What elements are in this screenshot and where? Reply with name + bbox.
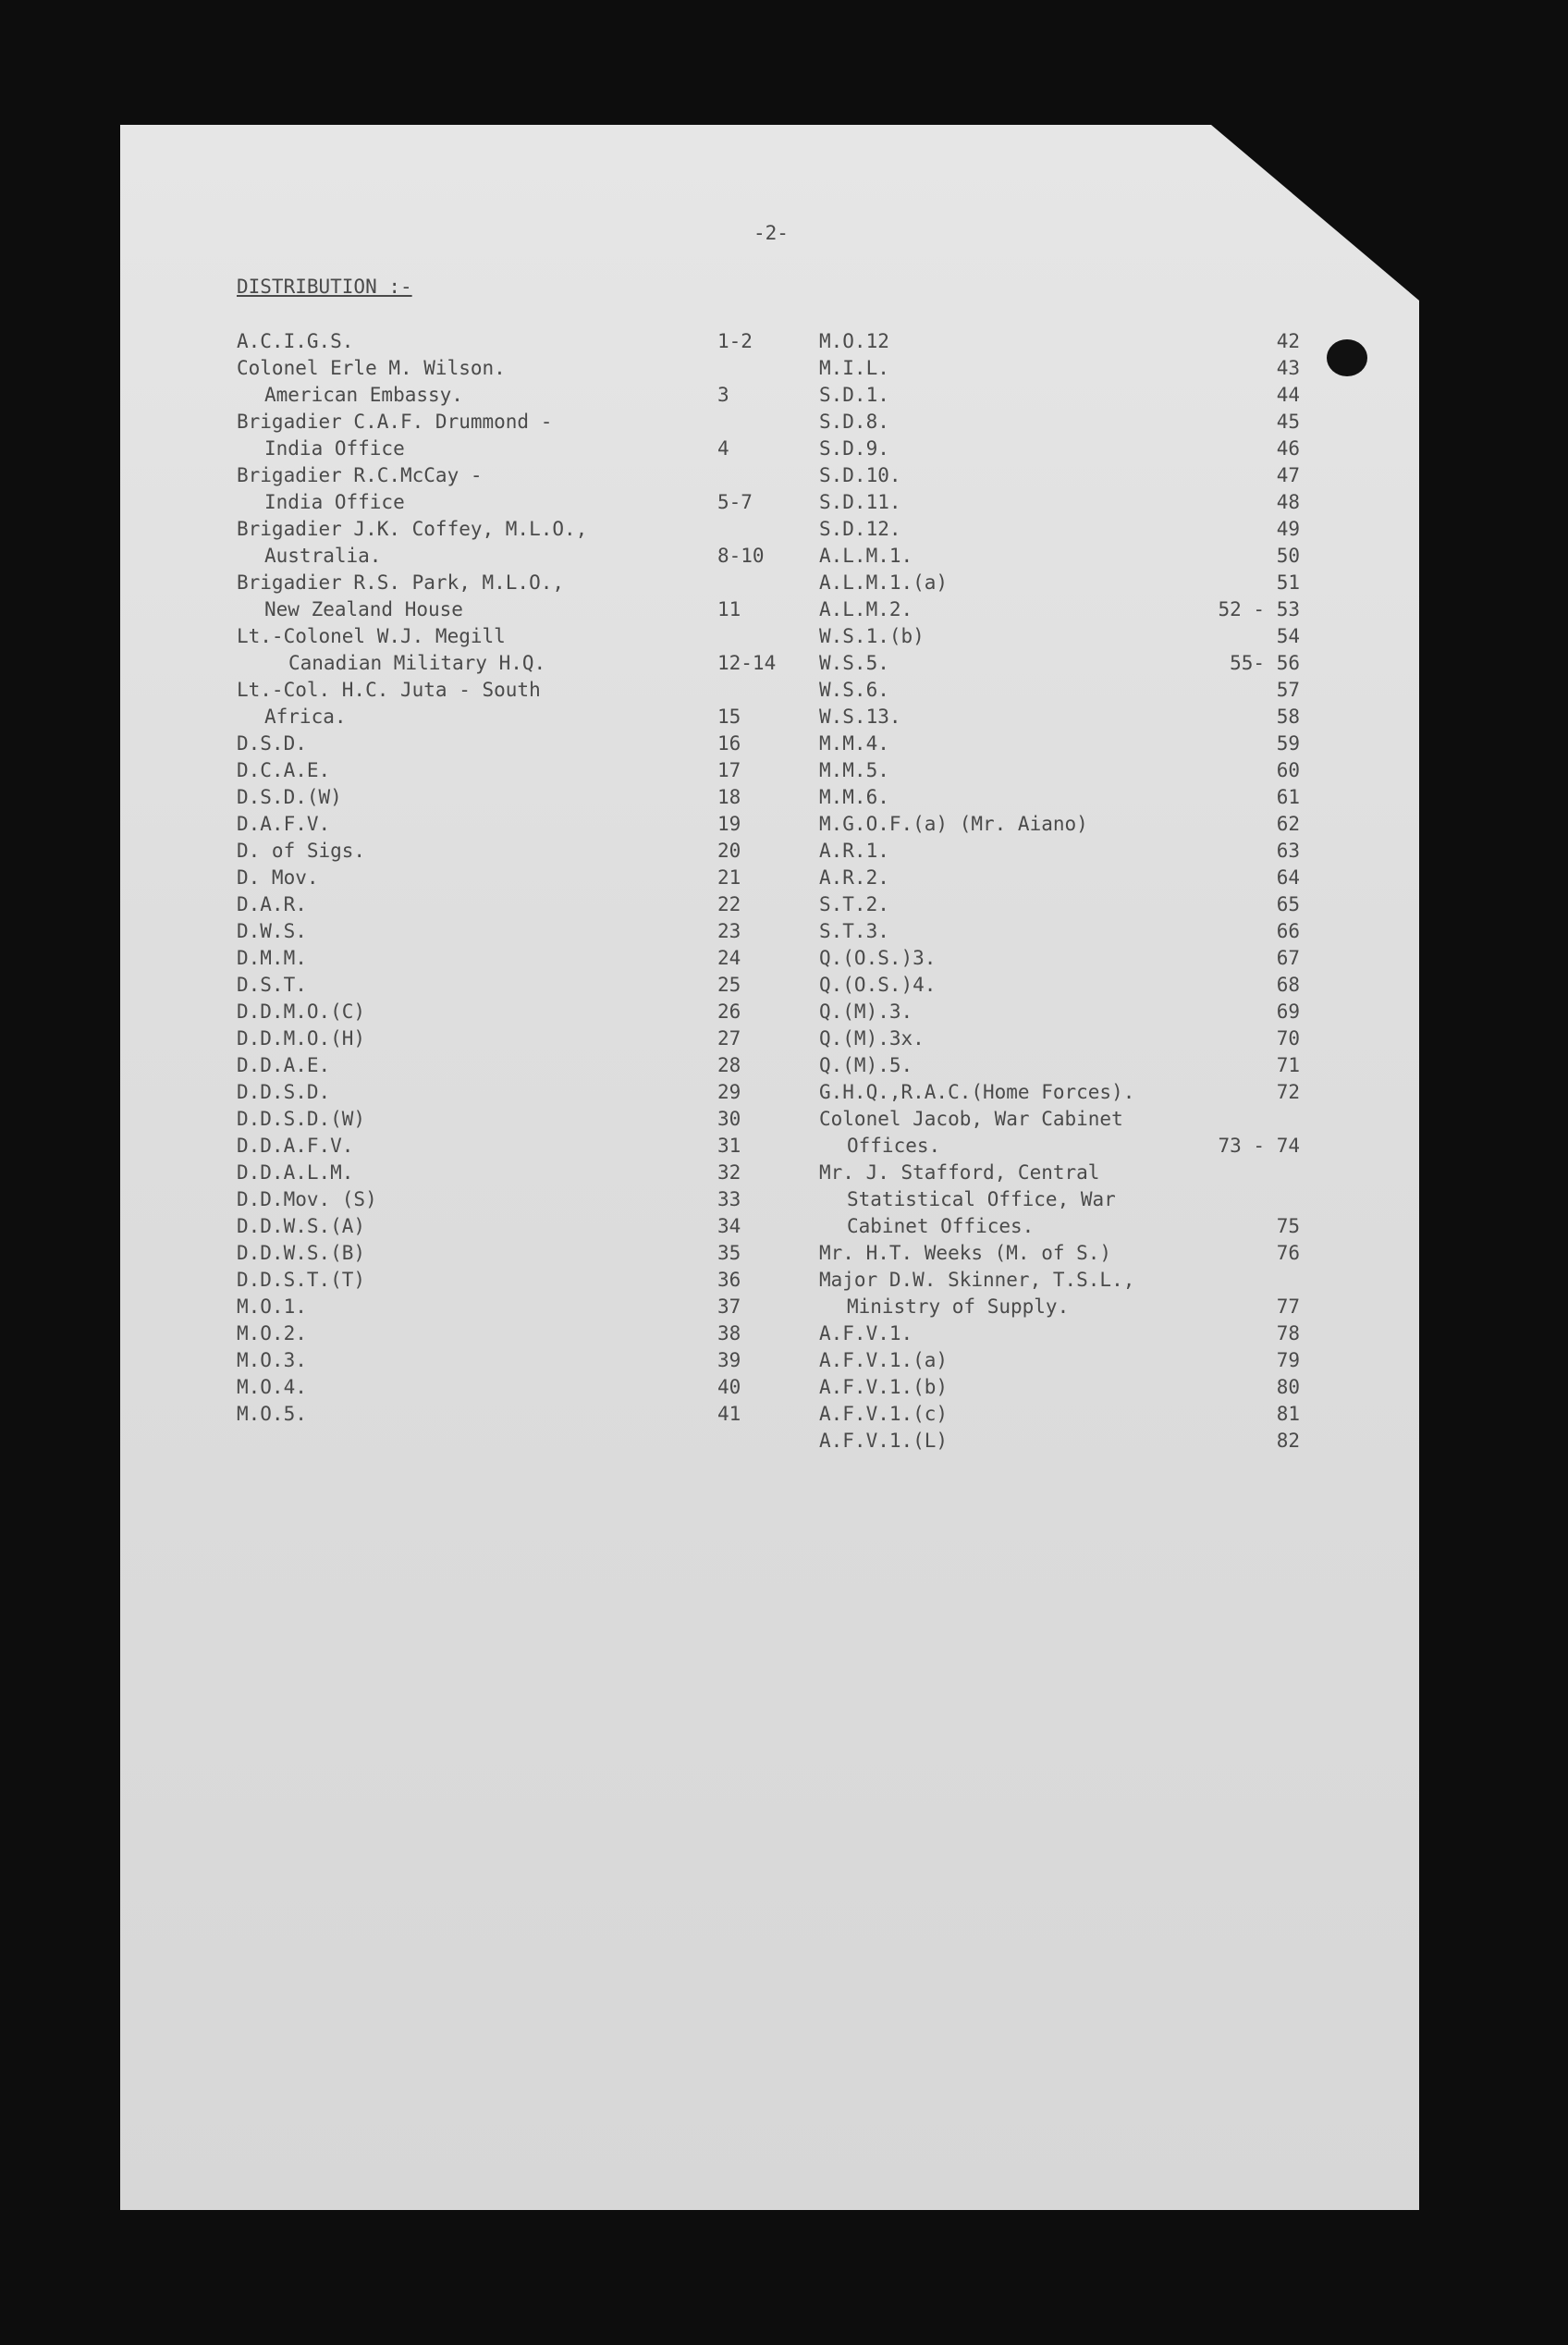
distribution-entry — [237, 570, 791, 596]
entry-recipient: S.D.12. — [819, 518, 901, 540]
entry-recipient: Colonel Jacob, War Cabinet — [819, 1108, 1123, 1130]
entry-recipient: S.D.1. — [819, 384, 889, 406]
distribution-entry — [819, 784, 1300, 811]
entry-recipient: Brigadier J.K. Coffey, M.L.O., — [237, 518, 588, 540]
entry-copy-number: 48 — [1276, 491, 1300, 513]
entry-recipient: M.O.4. — [237, 1376, 307, 1398]
entry-copy-number: 24 — [717, 947, 741, 969]
entry-copy-number: 49 — [1276, 518, 1300, 540]
entry-recipient: D.C.A.E. — [237, 759, 331, 781]
entry-copy-number: 67 — [1276, 947, 1300, 969]
distribution-entry — [237, 489, 791, 516]
distribution-entry — [819, 650, 1300, 677]
entry-recipient: India Office — [264, 491, 405, 513]
distribution-entry — [819, 999, 1300, 1025]
entry-recipient: D.D.A.F.V. — [237, 1135, 354, 1157]
distribution-entry — [819, 1267, 1300, 1294]
entry-copy-number: 21 — [717, 866, 741, 889]
entry-recipient: D. Mov. — [237, 866, 319, 889]
entry-copy-number: 20 — [717, 840, 741, 862]
distribution-entry — [819, 1186, 1300, 1213]
entry-copy-number: 76 — [1276, 1242, 1300, 1264]
entry-recipient: Major D.W. Skinner, T.S.L., — [819, 1269, 1135, 1291]
entry-recipient: W.S.5. — [819, 652, 889, 674]
entry-recipient: Statistical Office, War — [847, 1188, 1116, 1210]
entry-recipient: D.S.T. — [237, 974, 307, 996]
distribution-entry — [237, 1240, 791, 1267]
entry-copy-number: 75 — [1276, 1215, 1300, 1237]
entry-copy-number: 36 — [717, 1269, 741, 1291]
distribution-entry — [819, 677, 1300, 704]
distribution-entry — [819, 1213, 1300, 1240]
distribution-entry — [237, 865, 791, 891]
entry-recipient: Brigadier R.C.McCay - — [237, 464, 483, 486]
entry-copy-number: 47 — [1276, 464, 1300, 486]
entry-recipient: D.D.S.D. — [237, 1081, 331, 1103]
entry-recipient: D.D.Mov. (S) — [237, 1188, 377, 1210]
entry-recipient: D.D.S.T.(T) — [237, 1269, 366, 1291]
entry-recipient: M.O.1. — [237, 1295, 307, 1318]
entry-copy-number: 73 - 74 — [1218, 1135, 1300, 1157]
entry-copy-number: 25 — [717, 974, 741, 996]
distribution-entry — [819, 945, 1300, 972]
entry-copy-number: 78 — [1276, 1322, 1300, 1344]
entry-recipient: D.M.M. — [237, 947, 307, 969]
entry-recipient: New Zealand House — [264, 598, 463, 620]
entry-copy-number: 69 — [1276, 1001, 1300, 1023]
entry-recipient: A.C.I.G.S. — [237, 330, 354, 352]
distribution-entry — [237, 1160, 791, 1186]
entry-recipient: Ministry of Supply. — [847, 1295, 1070, 1318]
entry-copy-number: 5-7 — [717, 491, 753, 513]
entry-recipient: S.T.2. — [819, 893, 889, 915]
entry-copy-number: 79 — [1276, 1349, 1300, 1371]
entry-recipient: M.I.L. — [819, 357, 889, 379]
entry-copy-number: 3 — [717, 384, 729, 406]
distribution-entry — [819, 704, 1300, 731]
entry-copy-number: 1-2 — [717, 330, 753, 352]
entry-copy-number: 11 — [717, 598, 741, 620]
entry-copy-number: 29 — [717, 1081, 741, 1103]
entry-recipient: D.S.D.(W) — [237, 786, 342, 808]
entry-recipient: Q.(M).5. — [819, 1054, 913, 1076]
entry-copy-number: 38 — [717, 1322, 741, 1344]
entry-copy-number: 30 — [717, 1108, 741, 1130]
distribution-entry — [819, 596, 1300, 623]
page-number: -2- — [753, 222, 789, 244]
entry-copy-number: 72 — [1276, 1081, 1300, 1103]
entry-copy-number: 42 — [1276, 330, 1300, 352]
entry-recipient: S.D.8. — [819, 411, 889, 433]
entry-copy-number: 37 — [717, 1295, 741, 1318]
distribution-entry — [237, 1186, 791, 1213]
distribution-entry — [819, 409, 1300, 436]
distribution-entry — [237, 1320, 791, 1347]
entry-copy-number: 17 — [717, 759, 741, 781]
punch-hole — [1327, 339, 1367, 376]
distribution-entry — [819, 516, 1300, 543]
entry-recipient: A.R.2. — [819, 866, 889, 889]
entry-recipient: M.O.2. — [237, 1322, 307, 1344]
distribution-entry — [237, 999, 791, 1025]
entry-recipient: Mr. H.T. Weeks (M. of S.) — [819, 1242, 1112, 1264]
entry-recipient: Cabinet Offices. — [847, 1215, 1035, 1237]
distribution-entry — [237, 891, 791, 918]
entry-recipient: D.D.W.S.(B) — [237, 1242, 366, 1264]
entry-copy-number: 62 — [1276, 813, 1300, 835]
distribution-entry — [237, 1052, 791, 1079]
entry-copy-number: 33 — [717, 1188, 741, 1210]
distribution-entry — [237, 1401, 791, 1428]
entry-recipient: S.D.11. — [819, 491, 901, 513]
entry-recipient: Africa. — [264, 706, 347, 728]
distribution-entry — [819, 838, 1300, 865]
distribution-entry — [819, 462, 1300, 489]
distribution-entry — [819, 1025, 1300, 1052]
distribution-entry — [237, 1294, 791, 1320]
distribution-entry — [819, 1347, 1300, 1374]
distribution-entry — [819, 436, 1300, 462]
distribution-entry — [237, 436, 791, 462]
distribution-entry — [237, 1025, 791, 1052]
entry-recipient: Offices. — [847, 1135, 941, 1157]
distribution-entry — [237, 328, 791, 355]
entry-recipient: D.D.W.S.(A) — [237, 1215, 366, 1237]
entry-recipient: D.A.R. — [237, 893, 307, 915]
distribution-entry — [819, 1106, 1300, 1133]
entry-recipient: D.D.M.O.(C) — [237, 1001, 366, 1023]
entry-copy-number: 80 — [1276, 1376, 1300, 1398]
entry-recipient: American Embassy. — [264, 384, 463, 406]
entry-copy-number: 34 — [717, 1215, 741, 1237]
entry-recipient: A.F.V.1.(b) — [819, 1376, 949, 1398]
entry-copy-number: 18 — [717, 786, 741, 808]
entry-recipient: W.S.6. — [819, 679, 889, 701]
entry-recipient: D.D.M.O.(H) — [237, 1027, 366, 1050]
entry-copy-number: 61 — [1276, 786, 1300, 808]
entry-copy-number: 12-14 — [717, 652, 777, 674]
distribution-entry — [819, 1374, 1300, 1401]
distribution-entry — [819, 1160, 1300, 1186]
entry-recipient: D.D.A.E. — [237, 1054, 331, 1076]
entry-copy-number: 66 — [1276, 920, 1300, 942]
entry-recipient: Q.(M).3x. — [819, 1027, 925, 1050]
distribution-entry — [819, 865, 1300, 891]
entry-recipient: W.S.1.(b) — [819, 625, 925, 647]
entry-recipient: D.A.F.V. — [237, 813, 331, 835]
entry-copy-number: 40 — [717, 1376, 741, 1398]
entry-copy-number: 46 — [1276, 437, 1300, 460]
distribution-entry — [237, 1079, 791, 1106]
entry-recipient: Q.(M).3. — [819, 1001, 913, 1023]
entry-recipient: D.D.S.D.(W) — [237, 1108, 366, 1130]
distribution-entry — [819, 891, 1300, 918]
distribution-entry — [237, 1374, 791, 1401]
distribution-entry — [237, 382, 791, 409]
entry-copy-number: 81 — [1276, 1403, 1300, 1425]
entry-recipient: A.F.V.1. — [819, 1322, 913, 1344]
entry-copy-number: 35 — [717, 1242, 741, 1264]
distribution-entry — [237, 811, 791, 838]
entry-recipient: M.M.6. — [819, 786, 889, 808]
distribution-left-column — [237, 328, 791, 1428]
entry-copy-number: 70 — [1276, 1027, 1300, 1050]
entry-copy-number: 52 - 53 — [1218, 598, 1300, 620]
entry-copy-number: 43 — [1276, 357, 1300, 379]
distribution-entry — [237, 623, 791, 650]
entry-copy-number: 28 — [717, 1054, 741, 1076]
entry-recipient: M.O.3. — [237, 1349, 307, 1371]
distribution-entry — [237, 704, 791, 731]
distribution-entry — [819, 1133, 1300, 1160]
distribution-entry — [237, 596, 791, 623]
entry-recipient: M.M.4. — [819, 732, 889, 755]
entry-recipient: S.T.3. — [819, 920, 889, 942]
entry-copy-number: 77 — [1276, 1295, 1300, 1318]
entry-recipient: G.H.Q.,R.A.C.(Home Forces). — [819, 1081, 1135, 1103]
entry-copy-number: 82 — [1276, 1430, 1300, 1452]
distribution-entry — [819, 1240, 1300, 1267]
entry-copy-number: 68 — [1276, 974, 1300, 996]
entry-recipient: Brigadier C.A.F. Drummond - — [237, 411, 553, 433]
distribution-entry — [237, 1106, 791, 1133]
entry-copy-number: 31 — [717, 1135, 741, 1157]
distribution-entry — [237, 838, 791, 865]
entry-copy-number: 8-10 — [717, 545, 765, 567]
distribution-entry — [819, 382, 1300, 409]
entry-recipient: S.D.10. — [819, 464, 901, 486]
entry-recipient: S.D.9. — [819, 437, 889, 460]
distribution-entry — [237, 1347, 791, 1374]
entry-recipient: A.L.M.1.(a) — [819, 571, 949, 594]
entry-copy-number: 26 — [717, 1001, 741, 1023]
entry-copy-number: 55- 56 — [1230, 652, 1300, 674]
distribution-right-column — [819, 328, 1300, 1455]
distribution-entry — [819, 811, 1300, 838]
entry-recipient: A.F.V.1.(c) — [819, 1403, 949, 1425]
distribution-entry — [237, 677, 791, 704]
entry-recipient: A.R.1. — [819, 840, 889, 862]
entry-copy-number: 45 — [1276, 411, 1300, 433]
entry-recipient: Brigadier R.S. Park, M.L.O., — [237, 571, 565, 594]
entry-copy-number: 58 — [1276, 706, 1300, 728]
entry-recipient: D.D.A.L.M. — [237, 1161, 354, 1184]
entry-recipient: M.M.5. — [819, 759, 889, 781]
entry-copy-number: 23 — [717, 920, 741, 942]
distribution-entry — [237, 516, 791, 543]
entry-recipient: Mr. J. Stafford, Central — [819, 1161, 1100, 1184]
distribution-heading: DISTRIBUTION :- — [237, 276, 412, 298]
entry-recipient: Lt.-Colonel W.J. Megill — [237, 625, 506, 647]
distribution-entry — [237, 543, 791, 570]
entry-recipient: A.F.V.1.(L) — [819, 1430, 949, 1452]
entry-recipient: D.S.D. — [237, 732, 307, 755]
entry-recipient: W.S.13. — [819, 706, 901, 728]
entry-recipient: M.G.O.F.(a) (Mr. Aiano) — [819, 813, 1088, 835]
entry-copy-number: 41 — [717, 1403, 741, 1425]
entry-recipient: Canadian Military H.Q. — [288, 652, 546, 674]
entry-copy-number: 57 — [1276, 679, 1300, 701]
entry-copy-number: 50 — [1276, 545, 1300, 567]
distribution-entry — [819, 543, 1300, 570]
entry-recipient: A.F.V.1.(a) — [819, 1349, 949, 1371]
entry-copy-number: 51 — [1276, 571, 1300, 594]
entry-recipient: D.W.S. — [237, 920, 307, 942]
distribution-entry — [819, 918, 1300, 945]
distribution-entry — [819, 623, 1300, 650]
entry-copy-number: 19 — [717, 813, 741, 835]
distribution-entry — [237, 1133, 791, 1160]
distribution-entry — [237, 409, 791, 436]
entry-copy-number: 71 — [1276, 1054, 1300, 1076]
distribution-entry — [237, 918, 791, 945]
distribution-entry — [819, 1294, 1300, 1320]
distribution-entry — [237, 650, 791, 677]
entry-copy-number: 39 — [717, 1349, 741, 1371]
distribution-entry — [237, 945, 791, 972]
distribution-entry — [819, 489, 1300, 516]
entry-copy-number: 15 — [717, 706, 741, 728]
entry-recipient: M.O.12 — [819, 330, 889, 352]
entry-copy-number: 65 — [1276, 893, 1300, 915]
entry-copy-number: 16 — [717, 732, 741, 755]
entry-copy-number: 4 — [717, 437, 729, 460]
entry-copy-number: 60 — [1276, 759, 1300, 781]
distribution-entry — [237, 784, 791, 811]
entry-copy-number: 44 — [1276, 384, 1300, 406]
distribution-entry — [237, 355, 791, 382]
distribution-entry — [237, 972, 791, 999]
distribution-entry — [819, 757, 1300, 784]
entry-recipient: India Office — [264, 437, 405, 460]
distribution-entry — [819, 1401, 1300, 1428]
entry-recipient: Lt.-Col. H.C. Juta - South — [237, 679, 541, 701]
distribution-entry — [819, 1320, 1300, 1347]
distribution-entry — [819, 570, 1300, 596]
distribution-entry — [819, 1079, 1300, 1106]
entry-recipient: D. of Sigs. — [237, 840, 366, 862]
distribution-entry — [819, 972, 1300, 999]
distribution-entry — [237, 462, 791, 489]
entry-recipient: Colonel Erle M. Wilson. — [237, 357, 506, 379]
entry-copy-number: 63 — [1276, 840, 1300, 862]
entry-recipient: Q.(O.S.)4. — [819, 974, 937, 996]
distribution-entry — [819, 1052, 1300, 1079]
entry-copy-number: 32 — [717, 1161, 741, 1184]
entry-copy-number: 59 — [1276, 732, 1300, 755]
distribution-entry — [237, 731, 791, 757]
entry-recipient: A.L.M.2. — [819, 598, 913, 620]
entry-copy-number: 54 — [1276, 625, 1300, 647]
distribution-entry — [819, 355, 1300, 382]
distribution-entry — [819, 1428, 1300, 1455]
distribution-entry — [819, 328, 1300, 355]
entry-recipient: Australia. — [264, 545, 382, 567]
entry-copy-number: 22 — [717, 893, 741, 915]
distribution-entry — [237, 1213, 791, 1240]
distribution-entry — [237, 757, 791, 784]
distribution-entry — [237, 1267, 791, 1294]
entry-copy-number: 27 — [717, 1027, 741, 1050]
entry-recipient: Q.(O.S.)3. — [819, 947, 937, 969]
distribution-entry — [819, 731, 1300, 757]
entry-recipient: M.O.5. — [237, 1403, 307, 1425]
entry-copy-number: 64 — [1276, 866, 1300, 889]
entry-recipient: A.L.M.1. — [819, 545, 913, 567]
